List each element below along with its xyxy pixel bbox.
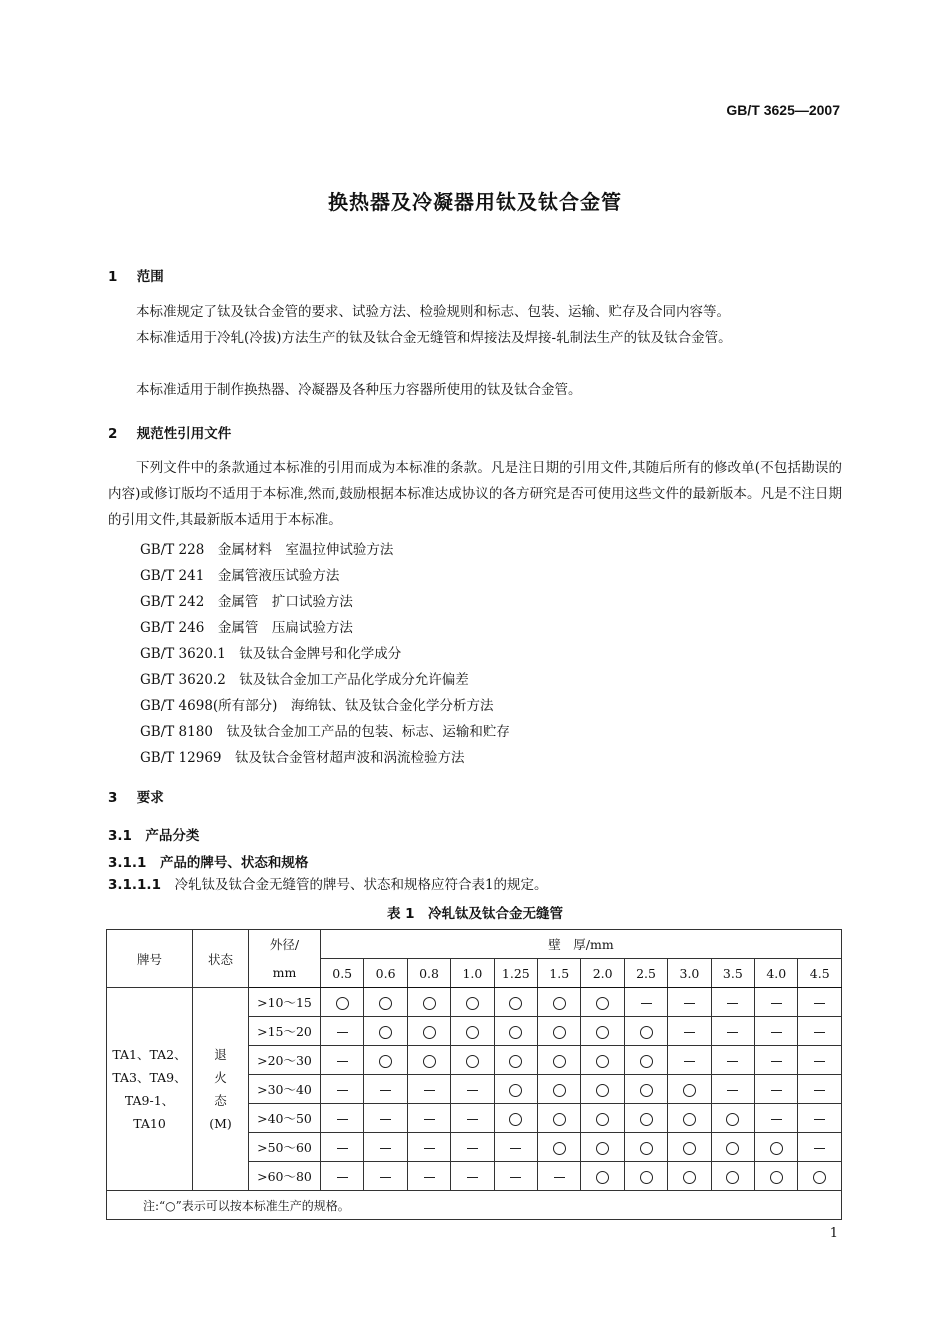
available-circle-icon <box>726 1142 739 1155</box>
grade-line: TA9-1、 <box>124 1093 175 1108</box>
availability-cell <box>755 1133 798 1162</box>
availability-cell <box>407 1075 450 1104</box>
reference-code: GB/T 246 <box>140 620 205 636</box>
section-2-title: 规范性引用文件 <box>136 426 232 442</box>
available-circle-icon <box>726 1171 739 1184</box>
availability-cell <box>624 1075 667 1104</box>
availability-cell <box>755 1017 798 1046</box>
header-wall-thickness: 壁 厚/mm <box>321 930 842 959</box>
table-1-caption: 表 1 冷轧钛及钛合金无缝管 <box>386 906 564 922</box>
unavailable-dash-icon <box>424 1119 435 1120</box>
availability-cell <box>538 1046 581 1075</box>
reference-code: GB/T 4698(所有部分) <box>140 698 278 714</box>
available-circle-icon <box>509 1055 522 1068</box>
available-circle-icon <box>596 1171 609 1184</box>
section-3-heading <box>108 786 164 806</box>
section-3-1-title: 产品分类 <box>145 828 200 844</box>
unavailable-dash-icon <box>337 1061 348 1062</box>
available-circle-icon <box>466 1026 479 1039</box>
available-circle-icon <box>509 1113 522 1126</box>
unavailable-dash-icon <box>771 1061 782 1062</box>
availability-cell <box>494 1017 537 1046</box>
availability-cell <box>711 1075 754 1104</box>
availability-cell <box>755 988 798 1017</box>
reference-title: 金属材料 室温拉伸试验方法 <box>217 542 394 558</box>
unavailable-dash-icon <box>337 1090 348 1091</box>
reference-title: 钛及钛合金加工产品的包装、标志、运输和贮存 <box>226 724 510 740</box>
wall-value: 4.5 <box>798 959 842 988</box>
wall-value: 3.0 <box>668 959 711 988</box>
availability-cell <box>451 1075 494 1104</box>
wall-value: 3.5 <box>711 959 754 988</box>
available-circle-icon <box>423 997 436 1010</box>
section-3-1-1-title: 产品的牌号、状态和规格 <box>159 855 309 871</box>
unavailable-dash-icon <box>467 1148 478 1149</box>
unavailable-dash-icon <box>380 1148 391 1149</box>
availability-cell <box>668 1133 711 1162</box>
outer-diameter-cell: >30～40 <box>249 1075 321 1104</box>
available-circle-icon <box>336 997 349 1010</box>
unavailable-dash-icon <box>771 1119 782 1120</box>
section-3-number: 3 <box>108 790 118 806</box>
availability-cell <box>364 1104 407 1133</box>
reference-title: 海绵钛、钛及钛合金化学分析方法 <box>290 698 494 714</box>
unavailable-dash-icon <box>424 1148 435 1149</box>
section-3-1-number: 3.1 <box>108 828 132 844</box>
wall-value: 1.25 <box>494 959 537 988</box>
available-circle-icon <box>553 1026 566 1039</box>
availability-cell <box>364 1046 407 1075</box>
available-circle-icon <box>813 1171 826 1184</box>
section-3-1-1-1-number: 3.1.1.1 <box>108 877 161 893</box>
outer-diameter-cell: >40～50 <box>249 1104 321 1133</box>
reference-title: 钛及钛合金管材超声波和涡流检验方法 <box>235 750 465 766</box>
reference-item <box>140 616 353 636</box>
availability-cell <box>755 1046 798 1075</box>
availability-cell <box>321 1104 364 1133</box>
availability-cell <box>407 988 450 1017</box>
availability-cell <box>581 1162 624 1191</box>
wall-value: 2.5 <box>624 959 667 988</box>
availability-cell <box>624 1162 667 1191</box>
availability-cell <box>798 1104 842 1133</box>
unavailable-dash-icon <box>380 1119 391 1120</box>
available-circle-icon <box>466 1055 479 1068</box>
availability-cell <box>538 1104 581 1133</box>
grade-line: TA3、TA9、 <box>112 1070 187 1085</box>
availability-cell <box>668 1162 711 1191</box>
section-1-paragraph-3: 本标准适用于制作换热器、冷凝器及各种压力容器所使用的钛及钛合金管。 <box>136 382 582 398</box>
unavailable-dash-icon <box>641 1003 652 1004</box>
availability-cell <box>668 1017 711 1046</box>
available-circle-icon <box>683 1171 696 1184</box>
unavailable-dash-icon <box>814 1148 825 1149</box>
availability-cell <box>624 1046 667 1075</box>
section-2-number: 2 <box>108 426 118 442</box>
reference-item <box>140 668 469 688</box>
available-circle-icon <box>640 1084 653 1097</box>
availability-cell <box>364 1017 407 1046</box>
unavailable-dash-icon <box>771 1090 782 1091</box>
available-circle-icon <box>726 1113 739 1126</box>
section-3-1-1-heading <box>108 851 308 871</box>
availability-cell <box>624 1133 667 1162</box>
table-note: 注:“○”表示可以按本标准生产的规格。 <box>107 1191 842 1220</box>
reference-code: GB/T 3620.1 <box>140 646 226 662</box>
available-circle-icon <box>770 1171 783 1184</box>
availability-cell <box>624 988 667 1017</box>
availability-cell <box>581 988 624 1017</box>
section-2-heading <box>108 422 231 442</box>
unavailable-dash-icon <box>337 1032 348 1033</box>
unavailable-dash-icon <box>814 1032 825 1033</box>
unavailable-dash-icon <box>337 1119 348 1120</box>
reference-title: 金属管液压试验方法 <box>217 568 340 584</box>
section-1-paragraph-2: 本标准适用于冷轧(冷拔)方法生产的钛及钛合金无缝管和焊接法及焊接-轧制法生产的钛及钛合金管。 <box>136 330 732 346</box>
available-circle-icon <box>640 1055 653 1068</box>
available-circle-icon <box>596 1113 609 1126</box>
outer-diameter-cell: >60～80 <box>249 1162 321 1191</box>
availability-cell <box>321 1046 364 1075</box>
wall-value: 0.5 <box>321 959 364 988</box>
availability-cell <box>407 1104 450 1133</box>
available-circle-icon <box>553 1055 566 1068</box>
availability-cell <box>798 1075 842 1104</box>
wall-value: 0.6 <box>364 959 407 988</box>
table-1 <box>106 929 842 1220</box>
unavailable-dash-icon <box>727 1061 738 1062</box>
reference-code: GB/T 8180 <box>140 724 213 740</box>
availability-cell <box>494 1104 537 1133</box>
available-circle-icon <box>379 1055 392 1068</box>
unavailable-dash-icon <box>380 1177 391 1178</box>
availability-cell <box>407 1133 450 1162</box>
unavailable-dash-icon <box>727 1090 738 1091</box>
wall-value: 0.8 <box>407 959 450 988</box>
wall-value: 1.5 <box>538 959 581 988</box>
section-1-heading <box>108 265 164 285</box>
availability-cell <box>581 1017 624 1046</box>
availability-cell <box>538 1017 581 1046</box>
outer-diameter-cell: >10～15 <box>249 988 321 1017</box>
availability-cell <box>668 1046 711 1075</box>
section-3-1-1-number: 3.1.1 <box>108 855 147 871</box>
available-circle-icon <box>640 1142 653 1155</box>
unavailable-dash-icon <box>510 1148 521 1149</box>
availability-cell <box>364 988 407 1017</box>
reference-item <box>140 590 353 610</box>
availability-cell <box>668 1075 711 1104</box>
section-3-1-1-1 <box>108 872 548 898</box>
available-circle-icon <box>379 997 392 1010</box>
available-circle-icon <box>553 1142 566 1155</box>
unavailable-dash-icon <box>771 1003 782 1004</box>
section-2-intro: 下列文件中的条款通过本标准的引用而成为本标准的条款。凡是注日期的引用文件,其随后所有的修改单(不包括勘误的内容)或修订版均不适用于本标准,然而,鼓励根据本标准达成协议的各方研究是否可使用这些文件的最新版本。凡是不注日期的引用文件,其最新版本适用于本标准。 <box>108 460 842 528</box>
reference-item <box>140 720 510 740</box>
availability-cell <box>755 1104 798 1133</box>
available-circle-icon <box>466 997 479 1010</box>
section-1-title: 范围 <box>136 269 164 285</box>
availability-cell <box>538 1133 581 1162</box>
availability-cell <box>321 988 364 1017</box>
availability-cell <box>624 1017 667 1046</box>
reference-item <box>140 538 393 558</box>
availability-cell <box>451 1017 494 1046</box>
unavailable-dash-icon <box>814 1090 825 1091</box>
availability-cell <box>798 1046 842 1075</box>
availability-cell <box>798 1133 842 1162</box>
availability-cell <box>581 1046 624 1075</box>
grade-line: TA10 <box>133 1116 166 1131</box>
availability-cell <box>755 1162 798 1191</box>
wall-value: 2.0 <box>581 959 624 988</box>
reference-code: GB/T 228 <box>140 542 205 558</box>
available-circle-icon <box>596 997 609 1010</box>
availability-cell <box>451 1133 494 1162</box>
available-circle-icon <box>683 1084 696 1097</box>
available-circle-icon <box>683 1113 696 1126</box>
grade-line: TA1、TA2、 <box>112 1047 187 1062</box>
available-circle-icon <box>640 1171 653 1184</box>
available-circle-icon <box>553 997 566 1010</box>
page-number: 1 <box>829 1226 838 1241</box>
available-circle-icon <box>509 1026 522 1039</box>
availability-cell <box>668 1104 711 1133</box>
availability-cell <box>711 1133 754 1162</box>
header-state: 状态 <box>193 930 249 988</box>
available-circle-icon <box>553 1084 566 1097</box>
reference-item <box>140 694 493 714</box>
available-circle-icon <box>596 1026 609 1039</box>
available-circle-icon <box>553 1113 566 1126</box>
reference-code: GB/T 241 <box>140 568 205 584</box>
header-grade: 牌号 <box>107 930 193 988</box>
availability-cell <box>407 1162 450 1191</box>
standard-code: GB/T 3625—2007 <box>726 102 840 118</box>
available-circle-icon <box>509 1084 522 1097</box>
unavailable-dash-icon <box>554 1177 565 1178</box>
availability-cell <box>494 1046 537 1075</box>
availability-cell <box>321 1017 364 1046</box>
availability-cell <box>711 1104 754 1133</box>
availability-cell <box>581 1104 624 1133</box>
unavailable-dash-icon <box>380 1090 391 1091</box>
reference-item <box>140 746 465 766</box>
available-circle-icon <box>683 1142 696 1155</box>
availability-cell <box>711 1046 754 1075</box>
section-1-paragraph-1: 本标准规定了钛及钛合金管的要求、试验方法、检验规则和标志、包装、运输、贮存及合同内容等。 <box>136 304 730 320</box>
availability-cell <box>581 1075 624 1104</box>
unavailable-dash-icon <box>467 1119 478 1120</box>
unavailable-dash-icon <box>814 1061 825 1062</box>
unavailable-dash-icon <box>424 1177 435 1178</box>
availability-cell <box>451 1162 494 1191</box>
unavailable-dash-icon <box>684 1032 695 1033</box>
availability-cell <box>494 1133 537 1162</box>
available-circle-icon <box>596 1055 609 1068</box>
availability-cell <box>451 1046 494 1075</box>
reference-code: GB/T 242 <box>140 594 205 610</box>
unavailable-dash-icon <box>684 1061 695 1062</box>
available-circle-icon <box>640 1113 653 1126</box>
unavailable-dash-icon <box>424 1090 435 1091</box>
availability-cell <box>321 1133 364 1162</box>
availability-cell <box>538 1075 581 1104</box>
availability-cell <box>624 1104 667 1133</box>
available-circle-icon <box>770 1142 783 1155</box>
availability-cell <box>494 1075 537 1104</box>
state-line: 退 <box>214 1047 227 1062</box>
availability-cell <box>364 1162 407 1191</box>
table-row <box>107 988 842 1017</box>
section-3-1-1-1-text: 冷轧钛及钛合金无缝管的牌号、状态和规格应符合表1的规定。 <box>174 877 548 893</box>
section-1-number: 1 <box>108 269 118 285</box>
reference-item <box>140 642 401 662</box>
available-circle-icon <box>596 1084 609 1097</box>
available-circle-icon <box>640 1026 653 1039</box>
availability-cell <box>494 988 537 1017</box>
unavailable-dash-icon <box>771 1032 782 1033</box>
unavailable-dash-icon <box>727 1032 738 1033</box>
reference-title: 金属管 扩口试验方法 <box>217 594 353 610</box>
availability-cell <box>321 1075 364 1104</box>
availability-cell <box>321 1162 364 1191</box>
unavailable-dash-icon <box>467 1177 478 1178</box>
availability-cell <box>451 988 494 1017</box>
unavailable-dash-icon <box>727 1003 738 1004</box>
available-circle-icon <box>423 1026 436 1039</box>
availability-cell <box>581 1133 624 1162</box>
reference-title: 钛及钛合金牌号和化学成分 <box>239 646 402 662</box>
header-od: 外径/ <box>249 930 321 959</box>
reference-item <box>140 564 339 584</box>
section-3-1-heading <box>108 824 199 844</box>
reference-code: GB/T 3620.2 <box>140 672 226 688</box>
availability-cell <box>798 1162 842 1191</box>
availability-cell <box>494 1162 537 1191</box>
unavailable-dash-icon <box>337 1148 348 1149</box>
availability-cell <box>668 988 711 1017</box>
outer-diameter-cell: >20～30 <box>249 1046 321 1075</box>
availability-cell <box>364 1133 407 1162</box>
wall-value: 4.0 <box>755 959 798 988</box>
availability-cell <box>798 988 842 1017</box>
available-circle-icon <box>423 1055 436 1068</box>
unavailable-dash-icon <box>510 1177 521 1178</box>
availability-cell <box>711 1162 754 1191</box>
outer-diameter-cell: >50～60 <box>249 1133 321 1162</box>
state-cell <box>193 988 249 1191</box>
availability-cell <box>407 1017 450 1046</box>
reference-title: 金属管 压扁试验方法 <box>217 620 353 636</box>
availability-cell <box>538 1162 581 1191</box>
reference-title: 钛及钛合金加工产品化学成分允许偏差 <box>239 672 469 688</box>
availability-cell <box>407 1046 450 1075</box>
outer-diameter-cell: >15～20 <box>249 1017 321 1046</box>
grade-cell <box>107 988 193 1191</box>
state-line: 态 <box>214 1093 227 1108</box>
availability-cell <box>755 1075 798 1104</box>
unavailable-dash-icon <box>814 1119 825 1120</box>
unavailable-dash-icon <box>467 1090 478 1091</box>
reference-code: GB/T 12969 <box>140 750 222 766</box>
document-title: 换热器及冷凝器用钛及钛合金管 <box>328 190 622 214</box>
availability-cell <box>711 1017 754 1046</box>
availability-cell <box>364 1075 407 1104</box>
availability-cell <box>538 988 581 1017</box>
available-circle-icon <box>379 1026 392 1039</box>
availability-cell <box>451 1104 494 1133</box>
unavailable-dash-icon <box>684 1003 695 1004</box>
state-line: 火 <box>214 1070 227 1085</box>
available-circle-icon <box>509 997 522 1010</box>
availability-cell <box>798 1017 842 1046</box>
unavailable-dash-icon <box>337 1177 348 1178</box>
state-line: (M) <box>209 1116 232 1131</box>
availability-cell <box>711 988 754 1017</box>
section-3-title: 要求 <box>136 790 164 806</box>
unavailable-dash-icon <box>814 1003 825 1004</box>
header-od-unit: mm <box>249 959 321 988</box>
wall-value: 1.0 <box>451 959 494 988</box>
available-circle-icon <box>596 1142 609 1155</box>
